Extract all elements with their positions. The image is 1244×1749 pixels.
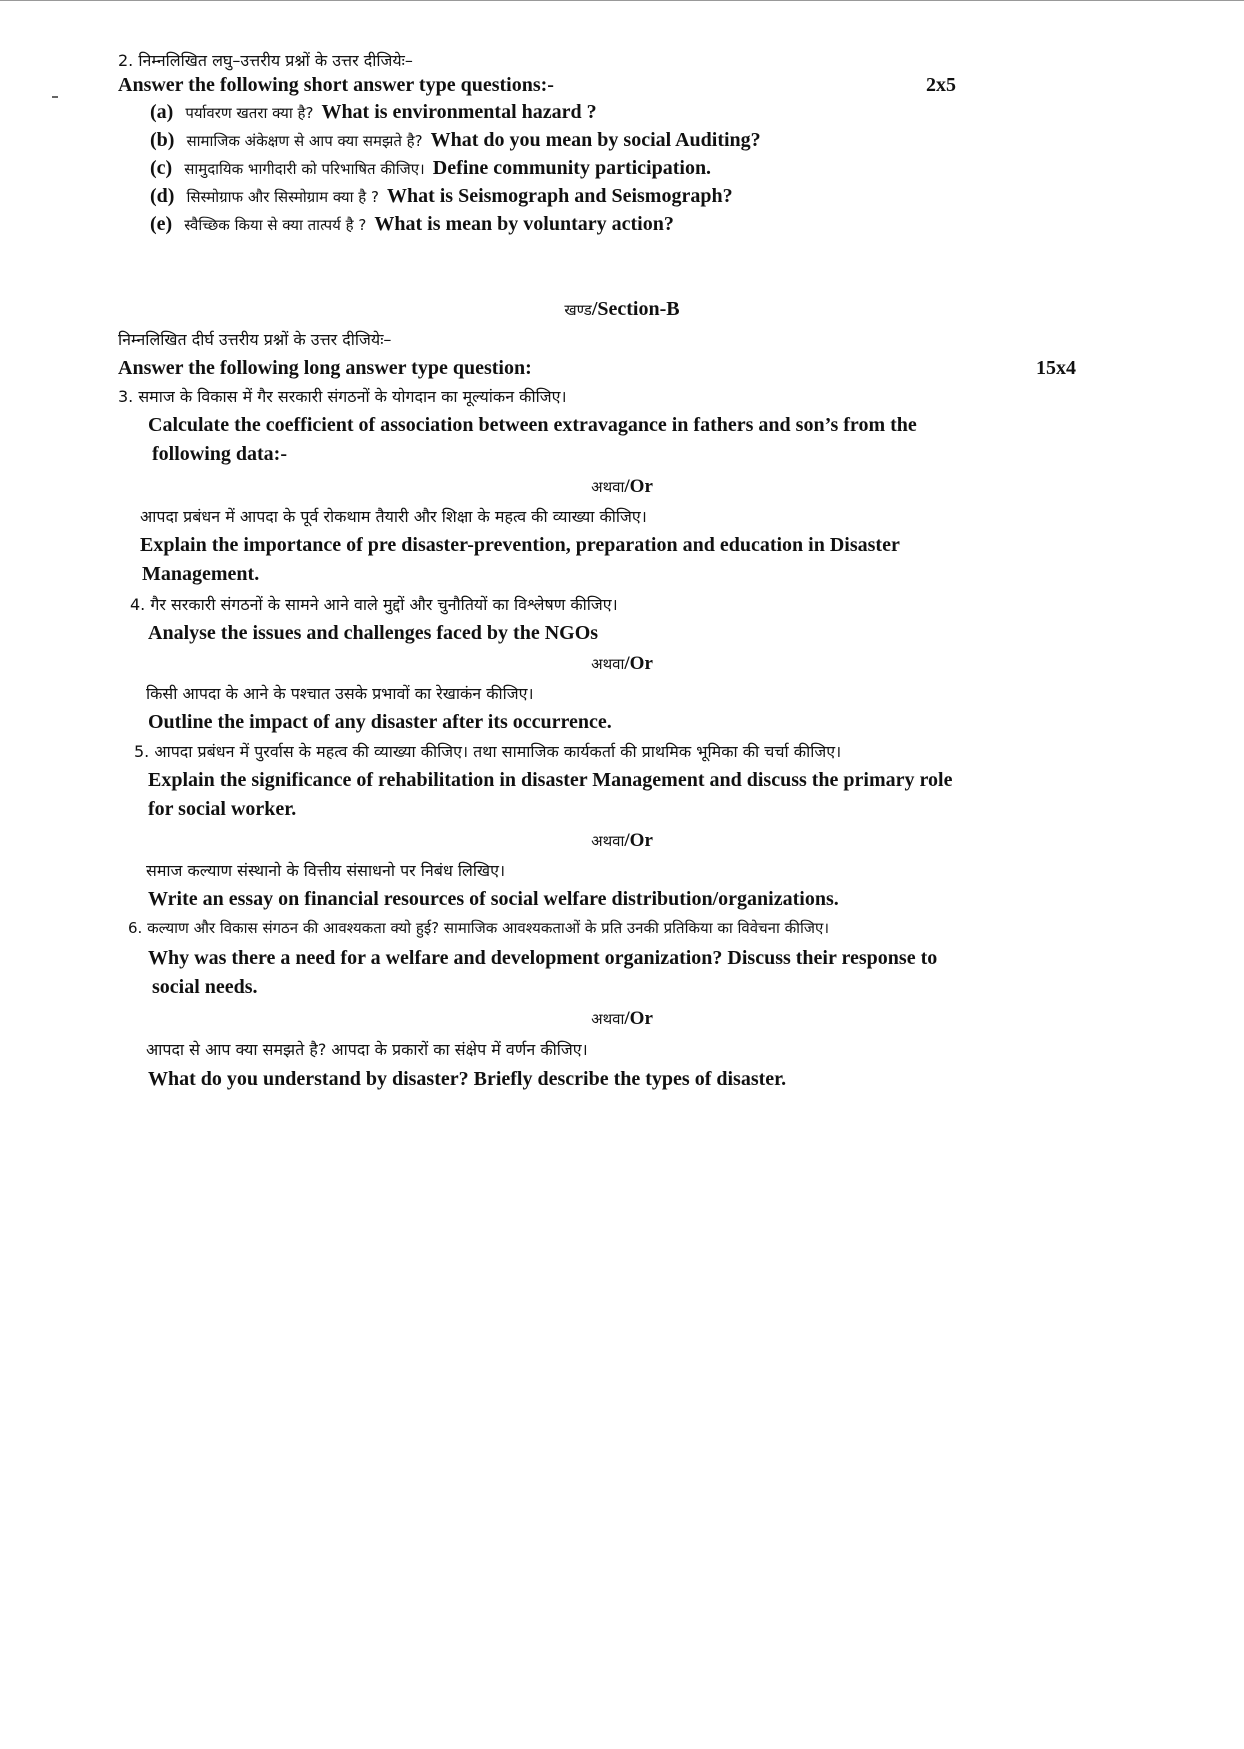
- q2-english-instruction: Answer the following short answer type questions:-: [118, 74, 554, 96]
- q5-alt-hindi: समाज कल्याण संस्थानो के वित्तीय संसाधनो पर निबंध लिखिए।: [146, 861, 506, 880]
- or-english: /Or: [624, 830, 653, 851]
- q5-hindi: 5. आपदा प्रबंधन में पुरर्वास के महत्व की व्याख्या कीजिए। तथा सामाजिक कार्यकर्ता की प्राथमिक भूमिका की चर्चा कीजिए।: [134, 742, 842, 761]
- q2-item-a: [150, 101, 597, 124]
- item-english: What is Seismograph and Seismograph?: [386, 185, 733, 207]
- scan-top-edge: [0, 0, 1244, 4]
- item-hindi: स्वैच्छिक किया से क्या तात्पर्य है ?: [184, 216, 367, 234]
- q4-alt-hindi: किसी आपदा के आने के पश्चात उसके प्रभावों का रेखाकंन कीजिए।: [146, 684, 534, 703]
- q6-or: [0, 1008, 1244, 1030]
- q3-or: [0, 476, 1244, 498]
- section-b-marks: 15x4: [1036, 357, 1076, 379]
- q5-english-line1: Explain the significance of rehabilitation in disaster Management and discuss the primary role: [148, 769, 953, 791]
- q6-hindi: 6. कल्याण और विकास संगठन की आवश्यकता क्यो हुई? सामाजिक आवश्यकताओं के प्रति उनकी प्रतिकिया का विवेचना कीजिए।: [128, 919, 830, 937]
- item-hindi: पर्यावरण खतरा क्या है?: [185, 104, 314, 122]
- q3-hindi: 3. समाज के विकास में गैर सरकारी संगठनों के योगदान का मूल्यांकन कीजिए।: [118, 387, 567, 406]
- q2-item-d: [150, 185, 733, 208]
- q5-english-line2: for social worker.: [148, 798, 297, 820]
- section-b-hindi-instruction: निम्नलिखित दीर्घ उत्तरीय प्रश्नों के उत्तर दीजियेः–: [118, 330, 392, 349]
- q2-hindi-instruction: 2. निम्नलिखित लघु–उत्तरीय प्रश्नों के उत्तर दीजियेः–: [118, 51, 413, 70]
- section-b-hindi: खण्ड: [564, 301, 592, 319]
- q4-alt-english: Outline the impact of any disaster after its occurrence.: [148, 711, 612, 733]
- item-label: (b): [150, 129, 175, 151]
- q3-alt-hindi: आपदा प्रबंधन में आपदा के पूर्व रोकथाम तैयारी और शिक्षा के महत्व की व्याख्या कीजिए।: [140, 507, 647, 526]
- item-label: (d): [150, 185, 175, 207]
- or-hindi: अथवा: [591, 478, 625, 496]
- q3-english-line2: following data:-: [152, 443, 287, 465]
- q2-marks: 2x5: [926, 74, 956, 96]
- item-hindi: सामाजिक अंकेक्षण से आप क्या समझते है?: [186, 132, 423, 150]
- item-label: (e): [150, 213, 173, 235]
- item-label: (c): [150, 157, 173, 179]
- q6-english-line1: Why was there a need for a welfare and development organization? Discuss their response to: [148, 947, 938, 969]
- or-hindi: अथवा: [591, 832, 625, 850]
- item-english: Define community participation.: [432, 157, 712, 179]
- or-english: /Or: [624, 1008, 653, 1029]
- q4-hindi: 4. गैर सरकारी संगठनों के सामने आने वाले मुद्दों और चुनौतियों का विश्लेषण कीजिए।: [130, 595, 618, 614]
- q2-item-c: [150, 157, 711, 180]
- q2-item-e: [150, 213, 674, 236]
- item-label: (a): [150, 101, 174, 123]
- q3-alt-english-line1: Explain the importance of pre disaster-prevention, preparation and education in Disaster: [140, 534, 900, 556]
- section-b-english-instruction: Answer the following long answer type question:: [118, 357, 532, 379]
- q6-alt-hindi: आपदा से आप क्या समझते है? आपदा के प्रकारों का संक्षेप में वर्णन कीजिए।: [146, 1040, 588, 1059]
- section-b-heading: [0, 298, 1244, 321]
- item-english: What is mean by voluntary action?: [374, 213, 674, 235]
- item-english: What do you mean by social Auditing?: [430, 129, 761, 151]
- q2-item-b: [150, 129, 761, 152]
- q3-alt-english-line2: Management.: [142, 563, 260, 585]
- item-english: What is environmental hazard ?: [321, 101, 597, 123]
- section-b-english: /Section-B: [591, 298, 680, 320]
- q5-or: [0, 830, 1244, 852]
- q4-english: Analyse the issues and challenges faced by the NGOs: [148, 622, 599, 644]
- or-english: /Or: [624, 476, 653, 497]
- item-hindi: सामुदायिक भागीदारी को परिभाषित कीजिए।: [184, 160, 425, 178]
- item-hindi: सिस्मोग्राफ और सिस्मोग्राम क्या है ?: [186, 188, 379, 206]
- q6-english-line2: social needs.: [152, 976, 258, 998]
- q6-alt-english: What do you understand by disaster? Briefly describe the types of disaster.: [148, 1068, 787, 1090]
- q4-or: [0, 653, 1244, 675]
- scan-speck: [52, 96, 58, 98]
- or-hindi: अथवा: [591, 655, 625, 673]
- q3-english-line1: Calculate the coefficient of association between extravagance in fathers and son’s from the: [148, 414, 917, 436]
- or-english: /Or: [624, 653, 653, 674]
- q5-alt-english: Write an essay on financial resources of social welfare distribution/organizations.: [148, 888, 839, 910]
- or-hindi: अथवा: [591, 1010, 625, 1028]
